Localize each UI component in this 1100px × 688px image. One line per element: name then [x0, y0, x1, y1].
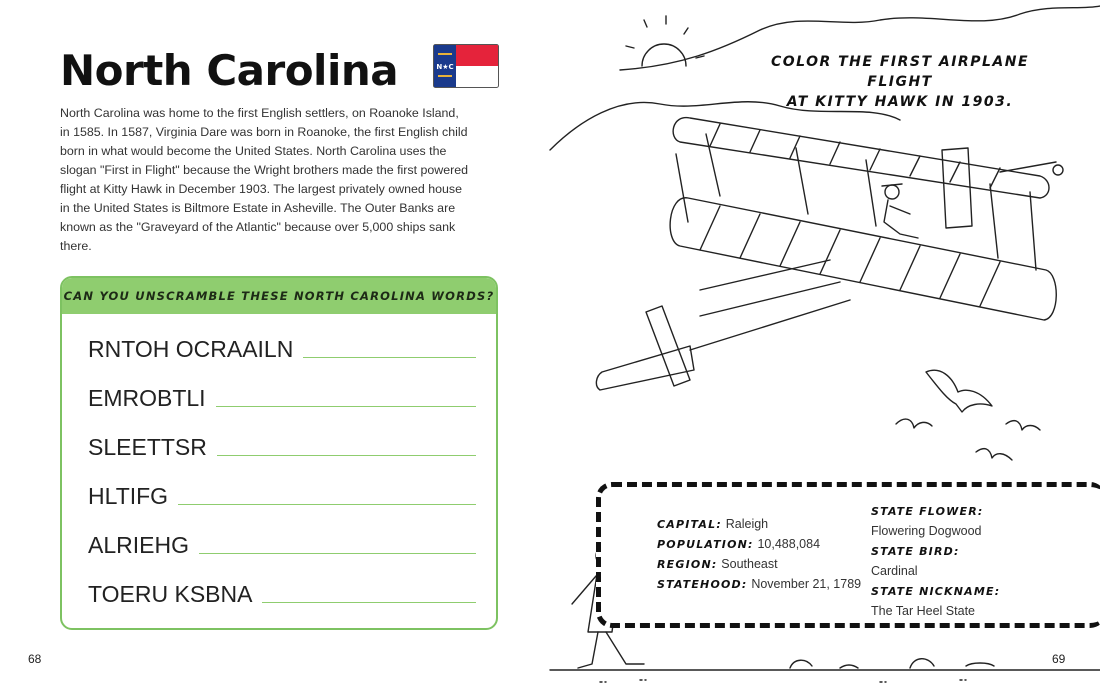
- north-carolina-flag-icon: [433, 44, 499, 88]
- facts-column-right: [871, 505, 1000, 625]
- wright-flyer-airplane-icon: [596, 118, 1063, 390]
- fact-region: REGION: Southeast: [657, 557, 778, 571]
- puzzle-header: CAN YOU UNSCRAMBLE THESE NORTH CAROLINA WORDS?: [62, 278, 496, 314]
- answer-line[interactable]: [178, 504, 476, 505]
- scrambled-word: RNTOH OCRAAILN: [88, 336, 294, 362]
- coloring-instruction: [745, 52, 1055, 112]
- caption-line: COLOR THE FIRST AIRPLANE FLIGHT: [770, 54, 1030, 90]
- page-number-left: 68: [28, 652, 42, 666]
- word-row: [88, 532, 476, 559]
- scrambled-word: SLEETTSR: [88, 434, 207, 460]
- word-row: [88, 385, 476, 412]
- fact-capital: CAPITAL: Raleigh: [657, 517, 769, 531]
- answer-line[interactable]: [217, 455, 476, 456]
- facts-column-left: [657, 517, 861, 597]
- caption-line: AT KITTY HAWK IN 1903.: [786, 94, 1014, 110]
- word-row: [88, 483, 476, 510]
- word-row: [88, 434, 476, 461]
- page-number-right: 69: [1052, 652, 1066, 666]
- scrambled-word: ALRIEHG: [88, 532, 189, 558]
- intro-paragraph: North Carolina was home to the first English settlers, on Roanoke Island, in 1585. In 1587, Virginia Dare was born in Roanoke, the first English child born in what would become the United States. North Carolina uses the slogan "First in Flight" because the Wright brothers made the first powered flight at Kitty Hawk in December 1903. The largest privately owned house in the United States is Biltmore Estate in Asheville. The Outer Banks are known as the "Graveyard of the Atlantic" because over 5,000 ships sank there.: [60, 106, 469, 253]
- seagull-icon: [896, 370, 1040, 460]
- fact-statehood: STATEHOOD: November 21, 1789: [657, 577, 862, 591]
- scrambled-word: EMROBTLI: [88, 385, 206, 411]
- fact-state-flower: STATE FLOWER: Flowering Dogwood: [871, 505, 984, 538]
- state-facts-box: [596, 482, 1100, 628]
- answer-line[interactable]: [303, 357, 476, 358]
- page-title: North Carolina: [60, 46, 399, 95]
- word-row: [88, 336, 476, 363]
- pilot-icon: [882, 184, 918, 238]
- answer-line[interactable]: [262, 602, 476, 603]
- fact-state-nickname: STATE NICKNAME: The Tar Heel State: [871, 585, 1001, 618]
- scrambled-word: HLTIFG: [88, 483, 169, 509]
- answer-line[interactable]: [199, 553, 476, 554]
- word-row: [88, 581, 476, 608]
- scrambled-word: TOERU KSBNA: [88, 581, 253, 607]
- fact-state-bird: STATE BIRD: Cardinal: [871, 545, 960, 578]
- fact-population: POPULATION: 10,488,084: [657, 537, 821, 551]
- answer-line[interactable]: [216, 406, 476, 407]
- unscramble-puzzle: [60, 276, 498, 630]
- sun-icon: [626, 16, 704, 66]
- flag-letters: N★C: [436, 63, 454, 71]
